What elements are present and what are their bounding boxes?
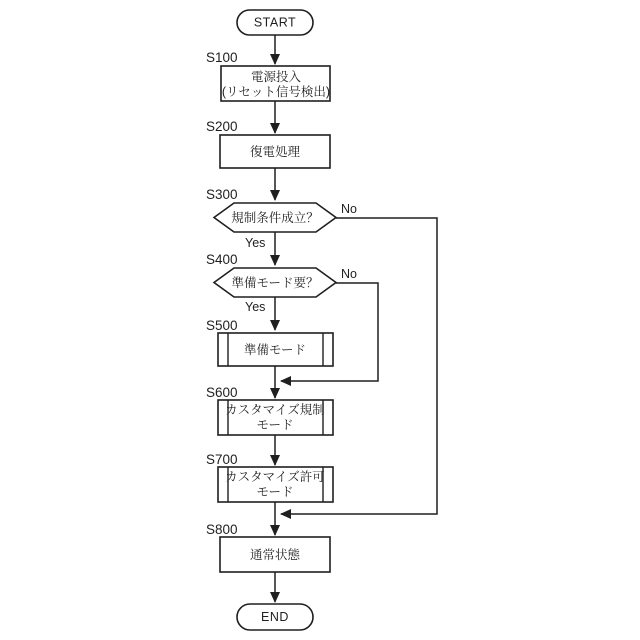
end-label: END bbox=[261, 610, 289, 624]
s600-text-line2: モード bbox=[256, 418, 294, 432]
node-end bbox=[237, 604, 313, 630]
s500-text: 準備モード bbox=[243, 343, 307, 357]
node-s600 bbox=[206, 385, 333, 435]
node-s700 bbox=[206, 452, 333, 502]
s300-yes-label: Yes bbox=[245, 236, 266, 250]
s500-step-label: S500 bbox=[206, 318, 238, 333]
s300-no-label: No bbox=[341, 202, 357, 216]
node-start bbox=[237, 10, 313, 35]
s800-text: 通常状態 bbox=[249, 548, 301, 562]
s700-text-line2: モード bbox=[256, 485, 294, 499]
s100-step-label: S100 bbox=[206, 50, 238, 65]
node-s400 bbox=[206, 252, 357, 314]
s100-text-line2: (リセット信号検出) bbox=[221, 85, 331, 99]
s300-step-label: S300 bbox=[206, 187, 238, 202]
start-label: START bbox=[253, 15, 297, 30]
s300-text: 規制条件成立？ bbox=[231, 211, 319, 225]
s400-no-label: No bbox=[341, 267, 357, 281]
s200-step-label: S200 bbox=[206, 119, 238, 134]
node-s500 bbox=[206, 318, 333, 366]
s400-text: 準備モード要？ bbox=[231, 276, 319, 290]
node-s200 bbox=[206, 119, 330, 168]
s400-step-label: S400 bbox=[206, 252, 238, 267]
s200-text: 復電処理 bbox=[249, 145, 301, 159]
node-s800 bbox=[206, 522, 330, 572]
s700-text-line1: カスタマイズ許可 bbox=[225, 470, 325, 484]
s600-step-label: S600 bbox=[206, 385, 238, 400]
s100-text-line1: 電源投入 bbox=[250, 70, 302, 84]
s800-step-label: S800 bbox=[206, 522, 238, 537]
s700-step-label: S700 bbox=[206, 452, 238, 467]
s600-text-line1: カスタマイズ規制 bbox=[225, 403, 325, 417]
s400-yes-label: Yes bbox=[245, 300, 266, 314]
node-s100 bbox=[206, 50, 330, 101]
node-s300 bbox=[206, 187, 357, 250]
